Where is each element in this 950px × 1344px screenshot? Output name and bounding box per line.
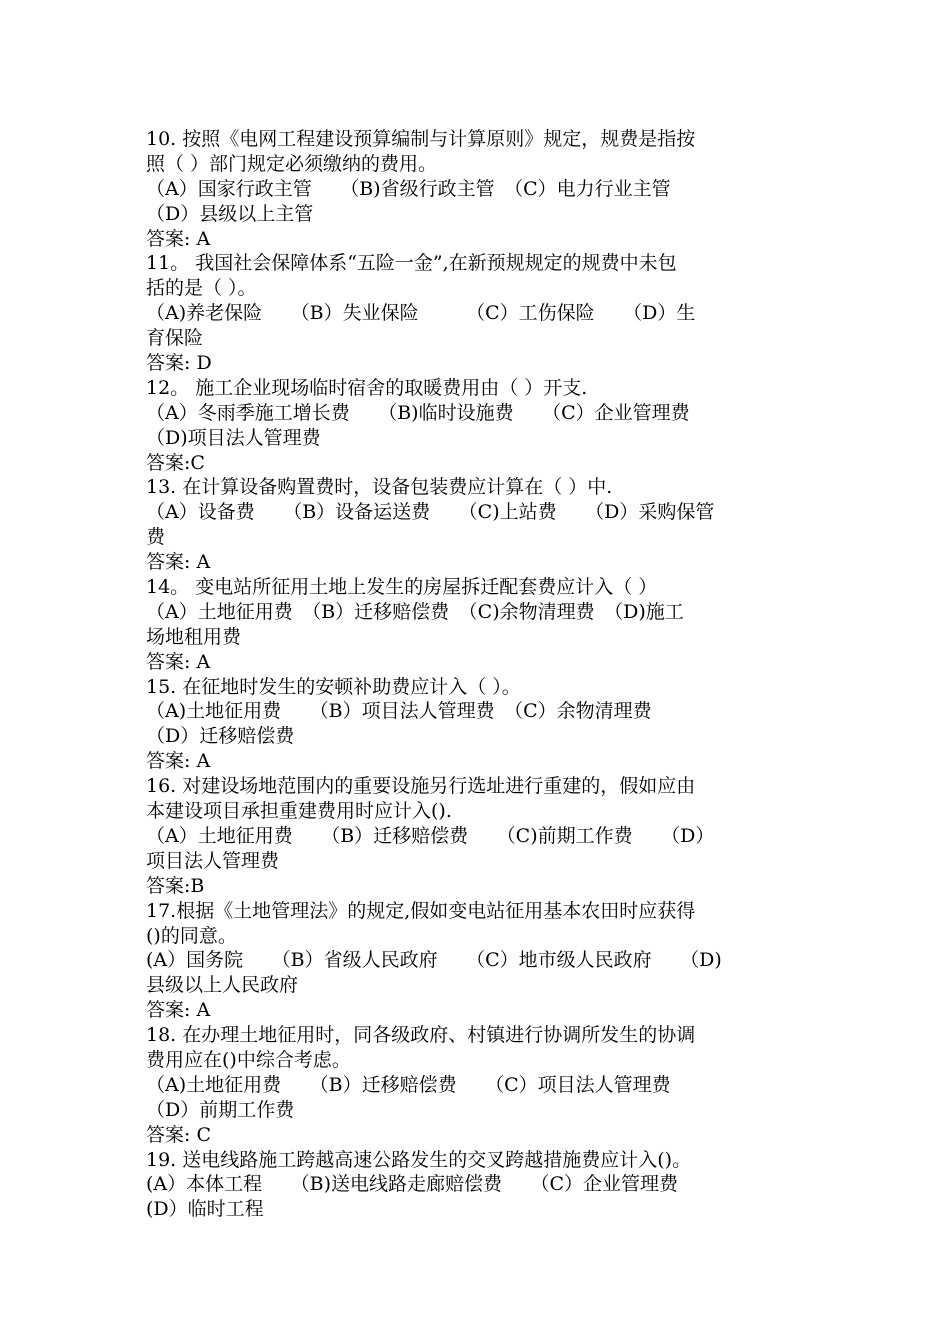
q13-options-line1: （A）设备费 （B）设备运送费 （C)上站费 （D）采购保管	[146, 501, 715, 524]
q15-options-line2: （D）迁移赔偿费	[146, 725, 295, 748]
q16-stem-line2: 本建设项目承担重建费用时应计入().	[146, 800, 452, 823]
q14-stem: 14。 变电站所征用土地上发生的房屋拆迁配套费应计入（ ）	[146, 576, 658, 599]
document-page	[146, 127, 816, 1222]
q17-options-line1: (A）国务院 （B）省级人民政府 （C）地市级人民政府 （D)	[146, 949, 722, 972]
q19-options-line2: (D）临时工程	[146, 1198, 264, 1221]
q14-answer: 答案: A	[146, 650, 211, 673]
q17-stem-line1: 17.根据《土地管理法》的规定,假如变电站征用基本农田时应获得	[146, 899, 696, 922]
q12-stem: 12。 施工企业现场临时宿舍的取暖费用由（ ）开支.	[146, 376, 588, 399]
q12-answer: 答案:C	[146, 451, 205, 474]
q17-answer: 答案: A	[146, 999, 211, 1022]
q12-options-line2: （D)项目法人管理费	[146, 426, 321, 449]
q19-options-line1: (A）本体工程 （B)送电线路走廊赔偿费 （C）企业管理费	[146, 1173, 679, 1196]
q13-stem: 13. 在计算设备购置费时，设备包装费应计算在（ ）中.	[146, 476, 613, 499]
q17-options-line2: 县级以上人民政府	[146, 974, 299, 997]
q13-answer: 答案: A	[146, 551, 211, 574]
q14-options-line2: 场地租用费	[146, 625, 242, 648]
q17-stem-line2: ()的同意。	[146, 924, 237, 947]
q15-answer: 答案: A	[146, 750, 211, 773]
q18-stem-line2: 费用应在()中综合考虑。	[146, 1048, 351, 1071]
q15-stem: 15. 在征地时发生的安顿补助费应计入（ ）。	[146, 675, 521, 698]
q11-stem-line1: 11。 我国社会保障体系“五险一金”,在新预规规定的规费中未包	[146, 252, 677, 275]
q16-answer: 答案:B	[146, 874, 205, 897]
q11-answer: 答案: D	[146, 352, 212, 375]
q16-stem-line1: 16. 对建设场地范围内的重要设施另行选址进行重建的，假如应由	[146, 775, 696, 798]
q15-options-line1: （A)土地征用费 （B）项目法人管理费 （C）余物清理费	[146, 700, 652, 723]
q10-stem-line1: 10. 按照《电网工程建设预算编制与计算原则》规定，规费是指按	[146, 128, 696, 150]
q19-stem: 19. 送电线路施工跨越高速公路发生的交叉跨越措施费应计入()。	[146, 1148, 692, 1171]
q10-answer: 答案: A	[146, 227, 211, 250]
q18-options-line2: （D）前期工作费	[146, 1098, 295, 1121]
q14-options-line1: （A）土地征用费 （B）迁移赔偿费 （C)余物清理费 （D)施工	[146, 600, 684, 623]
q18-answer: 答案: C	[146, 1123, 211, 1146]
q13-options-line2: 费	[146, 526, 166, 549]
q10-stem-line2: 照（ ）部门规定必须缴纳的费用。	[146, 152, 438, 175]
q16-options-line2: 项目法人管理费	[146, 849, 280, 872]
q12-options-line1: （A）冬雨季施工增长费 （B)临时设施费 （C）企业管理费	[146, 401, 690, 424]
q10-options-line1: （A）国家行政主管 （B)省级行政主管 （C）电力行业主管	[146, 177, 671, 200]
q10-options-line2: （D）县级以上主管	[146, 202, 314, 225]
q11-options-line1: （A)养老保险 （B）失业保险 （C）工伤保险 （D）生	[146, 302, 696, 325]
q11-options-line2: 育保险	[146, 327, 204, 350]
q18-options-line1: （A)土地征用费 （B）迁移赔偿费 （C）项目法人管理费	[146, 1073, 671, 1096]
q11-stem-line2: 括的是（ ）。	[146, 277, 257, 300]
q18-stem-line1: 18. 在办理土地征用时，同各级政府、村镇进行协调所发生的协调	[146, 1024, 696, 1047]
q16-options-line1: （A）土地征用费 （B）迁移赔偿费 （C)前期工作费 （D）	[146, 824, 715, 847]
